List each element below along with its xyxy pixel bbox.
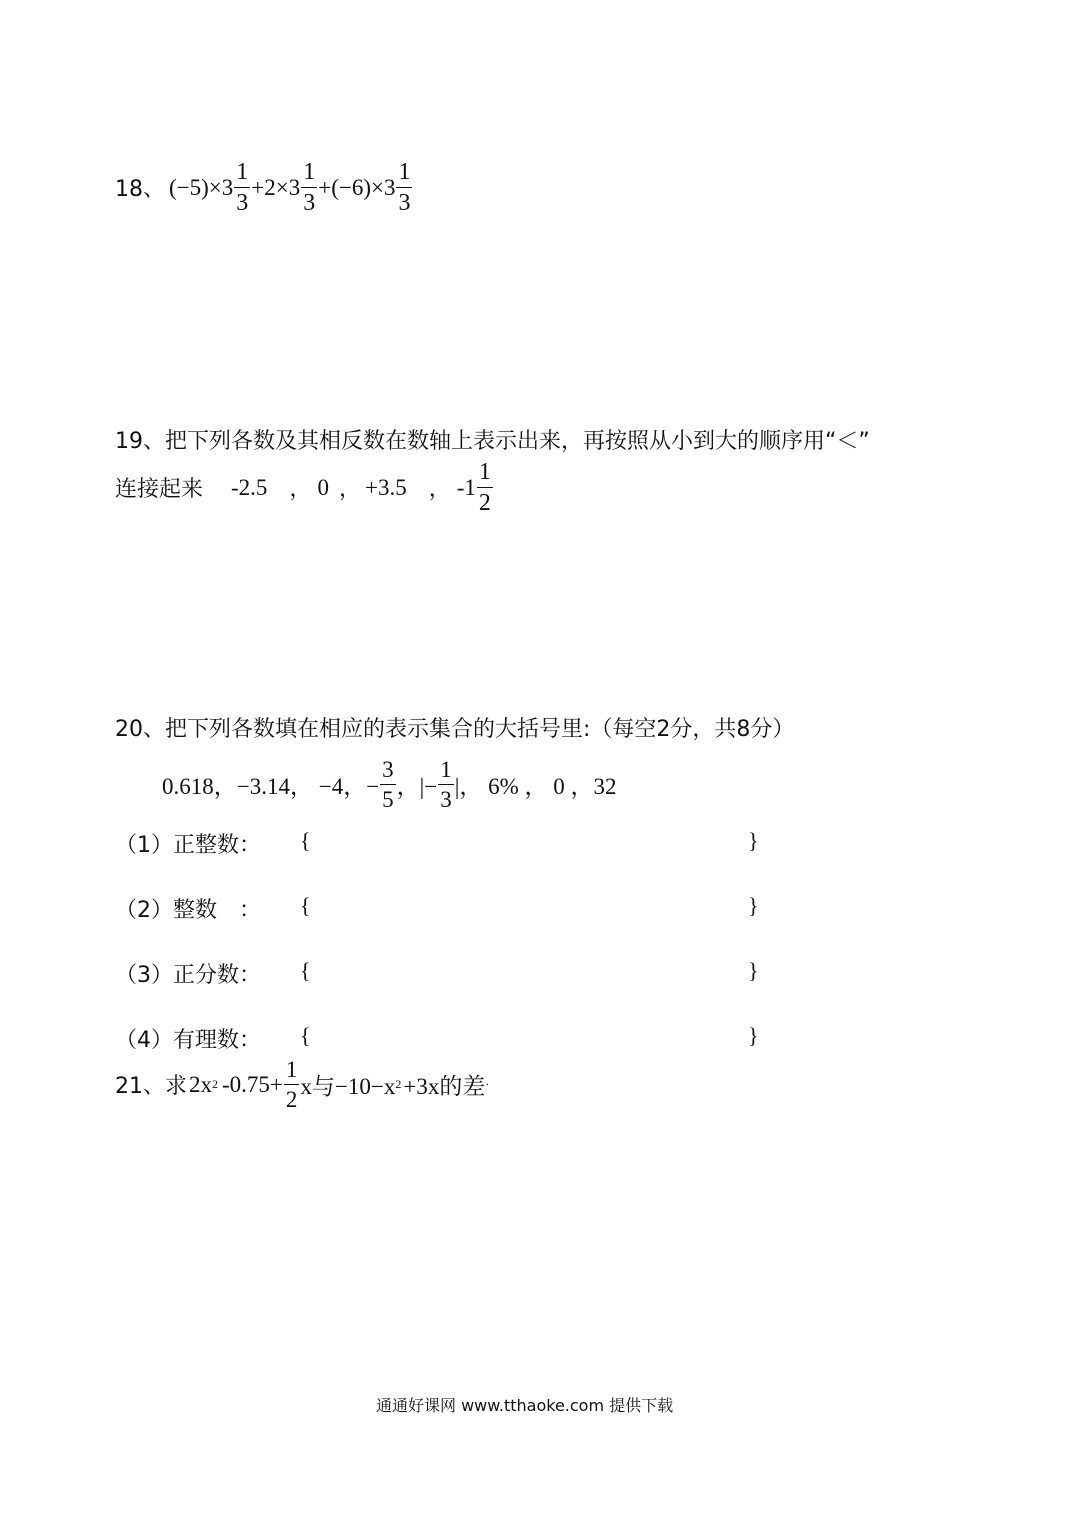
- q18-term-2: +2×3: [251, 174, 301, 200]
- q19-number-3: +3.5: [364, 474, 407, 500]
- q21-tail-mark: ·: [485, 1077, 490, 1091]
- set-label-rational-numbers: （4）有理数：: [115, 1028, 261, 1053]
- q18-term-1: (−5)×3: [169, 174, 234, 200]
- set-close-brace: }: [748, 958, 759, 983]
- q18-fraction-3: $\frac{1}{3}$: [398, 159, 411, 216]
- q21-expr-1: 2x: [189, 1071, 212, 1097]
- q21-prefix: 21、求: [115, 1074, 187, 1099]
- q18-fraction-2: $\frac{1}{3}$: [303, 159, 316, 216]
- q21-exponent-1: 2: [212, 1077, 218, 1091]
- q18-fraction-1: $\frac{1}{3}$: [236, 159, 249, 216]
- q19-number-1: -2.5: [231, 474, 268, 500]
- set-close-brace: }: [748, 1023, 759, 1048]
- question-21: [115, 1058, 489, 1111]
- q21-expr-3: x与−10−x: [300, 1074, 396, 1099]
- q18-term-3: +(−6)×3: [318, 174, 396, 200]
- set-open-brace: {: [300, 1023, 311, 1048]
- q21-expr-2: -0.75+: [222, 1071, 283, 1097]
- q19-number-4-whole: -1: [456, 474, 476, 500]
- set-open-brace: {: [300, 958, 311, 983]
- q21-expr-4: +3x的差: [403, 1074, 486, 1099]
- set-open-brace: {: [300, 828, 311, 853]
- set-close-brace: }: [748, 893, 759, 918]
- q20-list-part-a: 0.618，−3.14， −4，−: [162, 774, 380, 799]
- q20-list-part-c: |， 6% ， 0 ，32: [454, 774, 617, 799]
- q19-line-1: 19、把下列各数及其相反数在数轴上表示出来，再按照从小到大的顺序用“＜”: [115, 429, 870, 454]
- set-label-positive-fractions: （3）正分数：: [115, 963, 261, 988]
- q21-exponent-2: 2: [395, 1077, 402, 1091]
- q20-fraction-1: $\frac{3}{5}$: [382, 757, 394, 812]
- q19-separator-3: ，: [428, 477, 451, 502]
- set-label-positive-integers: （1）正整数：: [115, 833, 261, 858]
- set-open-brace: {: [300, 893, 311, 918]
- q20-list-part-b: ，|−: [396, 774, 438, 799]
- q20-number-list: [162, 758, 617, 811]
- q21-fraction: $\frac{1}{2}$: [285, 1057, 298, 1112]
- q19-number-2: 0: [317, 474, 329, 500]
- footer-credit: 通通好课网 www.tthaoke.com 提供下载: [376, 1396, 674, 1415]
- set-label-integers: （2）整数 ：: [115, 898, 261, 923]
- set-close-brace: }: [748, 828, 759, 853]
- question-18: [115, 160, 413, 215]
- q20-fraction-2: $\frac{1}{3}$: [440, 757, 452, 812]
- q19-separator-1: ，: [289, 477, 312, 502]
- q19-line-2: [115, 460, 494, 515]
- q20-title: 20、把下列各数填在相应的表示集合的大括号里:（每空2分，共8分）: [115, 717, 795, 742]
- q19-connect-text: 连接起来: [115, 477, 204, 502]
- q19-number-4-fraction: $\frac{1}{2}$: [478, 459, 491, 516]
- q18-number: 18、: [115, 177, 165, 202]
- q19-separator-2: ，: [338, 477, 361, 502]
